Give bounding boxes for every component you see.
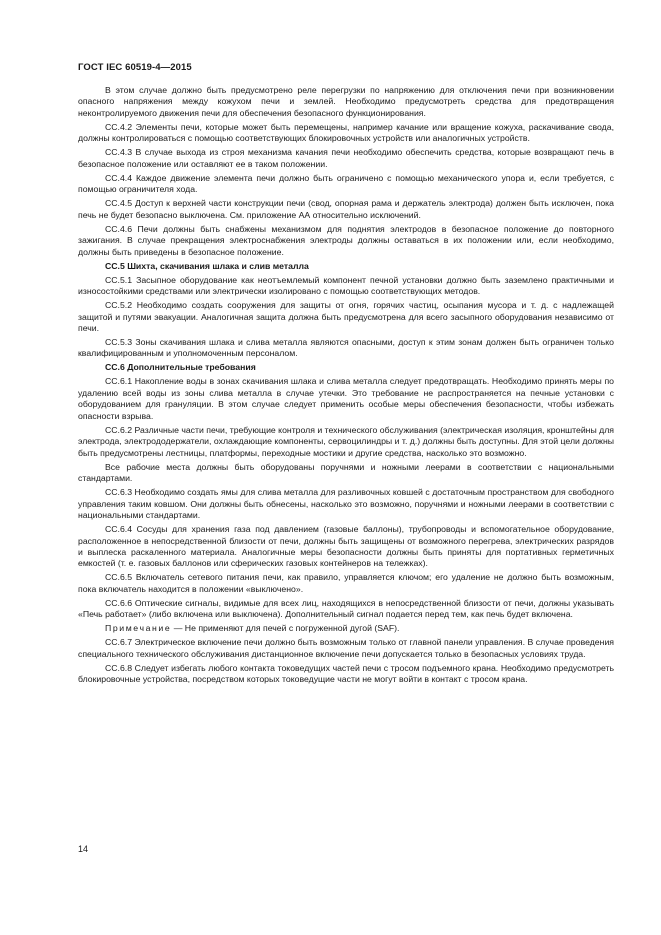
body-paragraph: СС.4.3 В случае выхода из строя механизма качания печи необходимо обеспечить средства, которые возвращают печь в безопасное положение или оставляют ее в таком положении. <box>78 147 614 169</box>
page-number: 14 <box>78 844 89 854</box>
body-paragraph: СС.6.8 Следует избегать любого контакта токоведущих частей печи с тросом подъемного крана. Необходимо предусмотреть блокировочные устройства, посредством которых токоведущие части не могут войти в контакт с тросом крана. <box>78 662 614 685</box>
note-paragraph <box>78 623 614 634</box>
body-paragraph: СС.6.2 Различные части печи, требующие контроля и технического обслуживания (электрическая изоляция, кронштейны для электрода, электрододержатели, охлаждающие компоненты, сервоцилиндры и т. д.) должны быть доступны. Для этой цели должны быть предусмотрены лестницы, платформы, переходные мостики и другие средства, насколько это возможно. <box>78 424 614 458</box>
body-paragraph: СС.6.3 Необходимо создать ямы для слива металла для разливочных ковшей с достаточным пространством для свободного управления таким ковшом. Они должны быть обнесены, насколько это возможно, поручнями и ножными леерами в соответствии с национальными стандартами. <box>78 487 614 521</box>
body-paragraph: СС.5.3 Зоны скачивания шлака и слива металла являются опасными, доступ к этим зонам должен быть ограничен только квалифицированным и уполномоченным персоналом. <box>78 336 614 359</box>
body-paragraph: СС.4.4 Каждое движение элемента печи должно быть ограничено с помощью механического упора и, если требуется, с помощью ограничителя хода. <box>78 172 614 195</box>
note-text: — Не применяют для печей с погруженной дугой (SAF). <box>171 623 400 634</box>
section-heading: СС.6 Дополнительные требования <box>105 362 256 373</box>
page-header: ГОСТ IEC 60519-4—2015 <box>78 62 192 73</box>
body-paragraph: СС.5.2 Необходимо создать сооружения для защиты от огня, горячих частиц, осыпания мусора и т. д. с надлежащей защитой и путями эвакуации. Аналогичная защита должна быть предусмотрена для всего засыпного оборудования независимо от печи. <box>78 300 614 333</box>
body-paragraph: Все рабочие места должны быть оборудованы поручнями и ножными леерами в соответствии с национальными стандартами. <box>78 461 614 484</box>
body-paragraph: СС.6.7 Электрическое включение печи должно быть возможным только от главной панели управления. В случае проведения специального технического обслуживания дистанционное включение печи допускается только в безопасных условиях труда. <box>78 637 614 659</box>
body-paragraph: В этом случае должно быть предусмотрено реле перегрузки по напряжению для отключения печи при возникновении опасного напряжения между кожухом печи и землей. Необходимо предусмотреть средства для предотвращения неконтролируемого движения печи для обеспечения безопасного функционирования. <box>78 85 614 118</box>
body-paragraph: СС.4.5 Доступ к верхней части конструкции печи (свод, опорная рама и держатель электрода) должен быть исключен, пока печь не будет безопасно выключена. См. приложение АА относительно исключений. <box>78 198 614 220</box>
note-label: Примечание <box>105 623 172 634</box>
document-body <box>78 85 614 688</box>
section-heading: СС.5 Шихта, скачивания шлака и слив металла <box>105 260 309 271</box>
body-paragraph: СС.5.1 Засыпное оборудование как неотъемлемый компонент печной установки должно быть заземлено практичными и износостойкими средствами или электрически изолировано с помощью соответствующих методов. <box>78 274 614 297</box>
body-paragraph: СС.6.6 Оптические сигналы, видимые для всех лиц, находящихся в непосредственной близости от печи, должны указывать «Печь работает» (либо включена или выключена). Дополнительный сигнал подается перед тем, как печь будет включена. <box>78 597 614 620</box>
body-paragraph: СС.4.2 Элементы печи, которые может быть перемещены, например качание или вращение кожуха, раскачивание свода, должны контролироваться с помощью соответствующих блокировочных устройств или аналогичных устройств. <box>78 121 614 144</box>
body-paragraph: СС.6.4 Сосуды для хранения газа под давлением (газовые баллоны), трубопроводы и вспомогательное оборудование, расположенное в непосредственной близости от печи, должны быть защищены от возможного перегрева, электрических разрядов и выплеска раскаленного материала. Аналогичные меры безопасности должны быть приняты для портативных герметичных емкостей (т. е. газовых баллонов или сферических газовых контейнеров на тележках). <box>78 524 614 569</box>
body-paragraph: СС.6.5 Включатель сетевого питания печи, как правило, управляется ключом; его удаление не должно быть возможным, пока включатель находится в положении «выключено». <box>78 572 614 594</box>
body-paragraph: СС.6.1 Накопление воды в зонах скачивания шлака и слива металла следует предотвращать. Необходимо принять меры по удалению всей воды из зоны слива металла в случае утечки. Это требование не распространяется на печные установки с оборудованием для грануляции. В этом случае следует применить особые меры обеспечения безопасности, чтобы избежать опасности взрыва. <box>78 376 614 421</box>
body-paragraph: СС.4.6 Печи должны быть снабжены механизмом для поднятия электродов в безопасное положение до повторного зажигания. В случае прекращения электроснабжения электроды должны оставаться в их положении или, если необходимо, должны быть приведены в безопасное положение. <box>78 223 614 257</box>
